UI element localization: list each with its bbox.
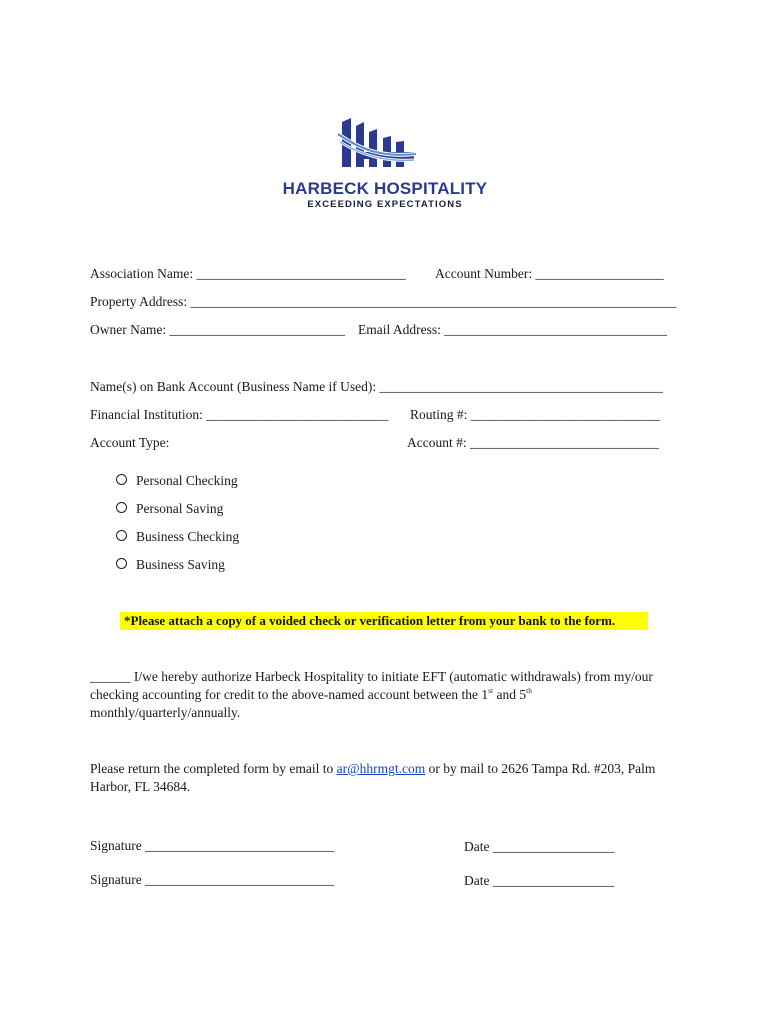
routing-number-field[interactable]: Routing #: ____________________________	[410, 407, 660, 422]
business-saving-radio[interactable]	[116, 558, 127, 569]
authorization-line-3: monthly/quarterly/annually.	[90, 705, 241, 720]
return-line-1: Please return the completed form by email to ar@hhrmgt.com or by mail to 2626 Tampa Rd. #203, Palm	[90, 761, 656, 776]
business-checking-label: Business Checking	[136, 529, 240, 544]
email-address-field[interactable]: Email Address: _________________________________	[358, 322, 667, 337]
owner-name-field[interactable]: Owner Name: __________________________	[90, 322, 345, 337]
business-checking-radio[interactable]	[116, 530, 127, 541]
date-field-1[interactable]: Date __________________	[464, 839, 615, 854]
authorization-paragraph	[90, 668, 690, 722]
return-instructions	[90, 760, 690, 796]
logo-company-name: HARBECK HOSPITALITY	[282, 179, 488, 198]
logo-tagline: EXCEEDING EXPECTATIONS	[307, 199, 463, 210]
date-field-2[interactable]: Date __________________	[464, 873, 615, 888]
personal-saving-radio[interactable]	[116, 502, 127, 513]
business-saving-label: Business Saving	[136, 557, 225, 572]
personal-saving-label: Personal Saving	[136, 501, 224, 516]
authorization-line-1: ______ I/we hereby authorize Harbeck Hospitality to initiate EFT (automatic withdrawals) from my/our	[90, 669, 653, 684]
personal-checking-radio[interactable]	[116, 474, 127, 485]
signature-field-2[interactable]: Signature ____________________________	[90, 872, 335, 887]
property-address-field[interactable]: Property Address: ________________________________________________________________________	[90, 294, 677, 309]
account-type-label: Account Type:	[90, 435, 170, 450]
email-link[interactable]: ar@hhrmgt.com	[336, 761, 426, 776]
return-line-2: Harbor, FL 34684.	[90, 779, 191, 794]
association-name-field[interactable]: Association Name: _______________________________	[90, 266, 406, 281]
attach-check-notice: *Please attach a copy of a voided check or verification letter from your bank to the form.	[124, 613, 616, 628]
account-number-bank-field[interactable]: Account #: ____________________________	[407, 435, 659, 450]
signature-field-1[interactable]: Signature ____________________________	[90, 838, 335, 853]
personal-checking-label: Personal Checking	[136, 473, 238, 488]
authorization-line-2: checking accounting for credit to the above-named account between the 1st and 5th	[90, 686, 532, 702]
account-number-field[interactable]: Account Number: ___________________	[435, 266, 664, 281]
harbeck-logo-icon	[336, 112, 422, 174]
financial-institution-field[interactable]: Financial Institution: ___________________________	[90, 407, 389, 422]
bank-account-names-field[interactable]: Name(s) on Bank Account (Business Name if Used): __________________________________________	[90, 379, 663, 394]
